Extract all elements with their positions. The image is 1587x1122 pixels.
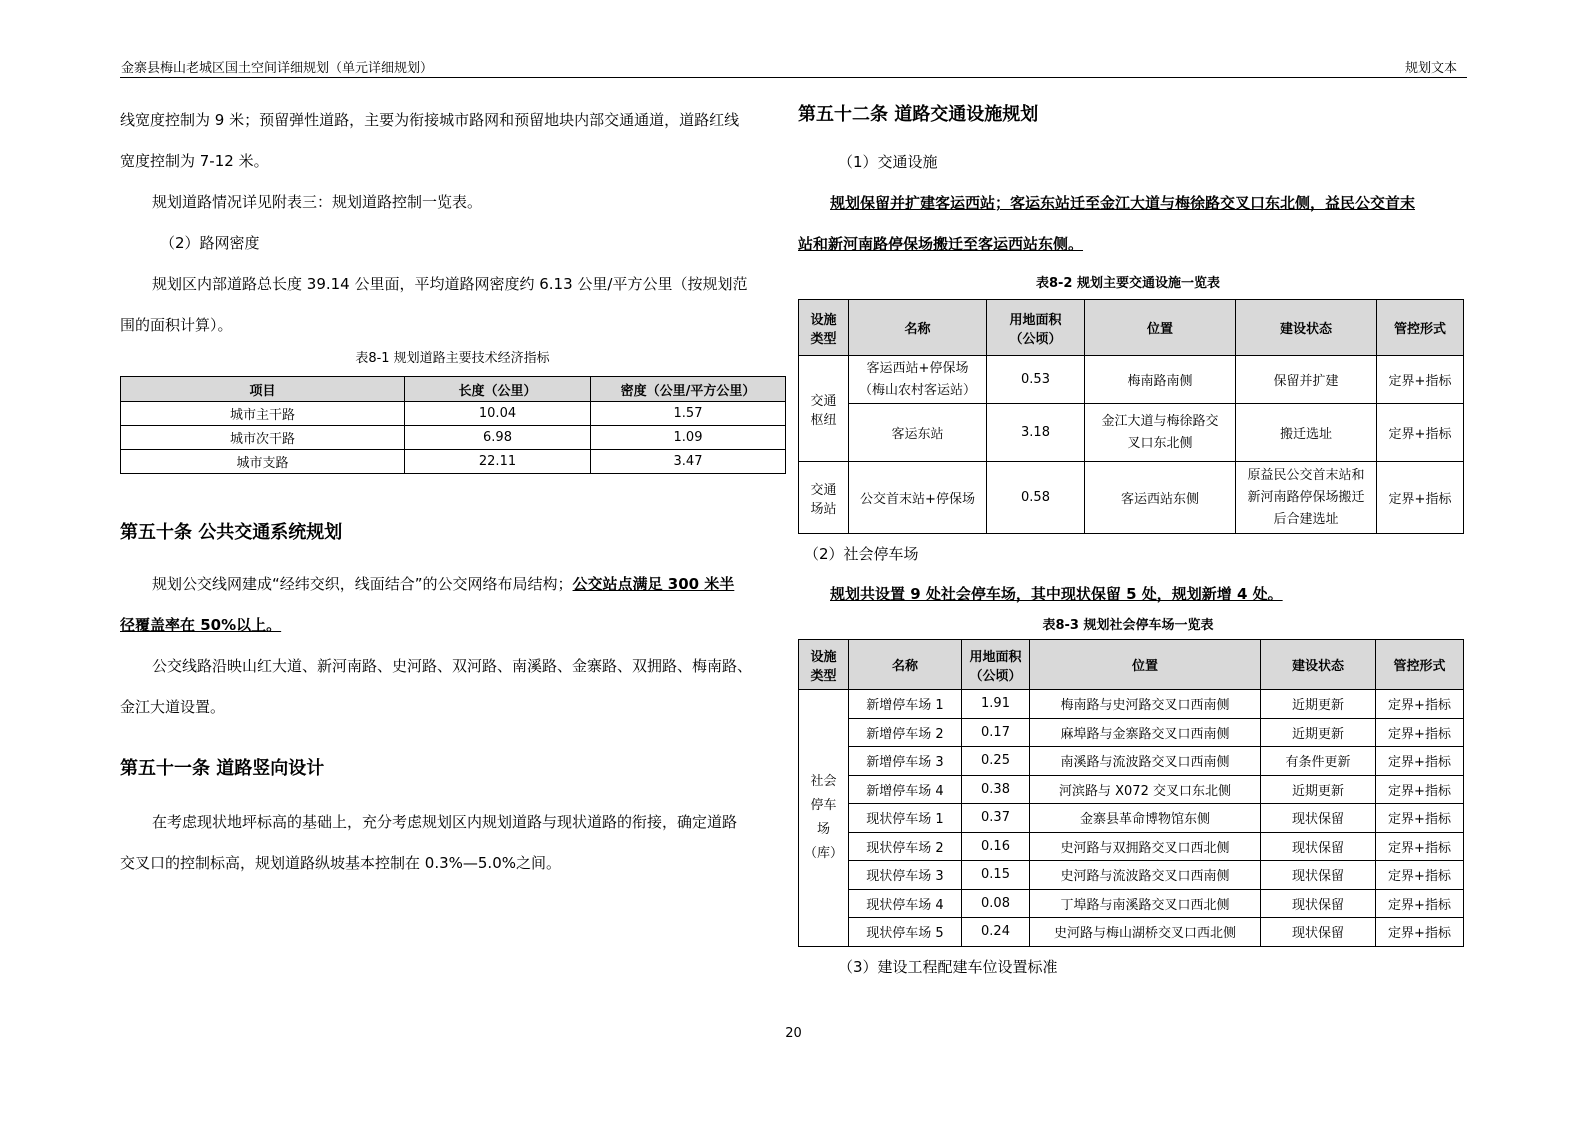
table-cell: 定界+指标 — [1377, 356, 1464, 404]
table-cell: 新增停车场 1 — [849, 690, 962, 719]
subheading: （2）路网密度 — [160, 234, 260, 252]
table-cell: 定界+指标 — [1376, 690, 1464, 719]
table-header: 管控形式 — [1377, 300, 1464, 356]
table-cell: 定界+指标 — [1376, 889, 1464, 918]
table-cell: 定界+指标 — [1376, 747, 1464, 776]
table-cell: 近期更新 — [1261, 775, 1376, 804]
table-cell: 客运西站+停保场 （梅山农村客运站） — [849, 356, 987, 404]
table-cell: 新增停车场 3 — [849, 747, 962, 776]
table-cell: 定界+指标 — [1377, 404, 1464, 462]
table-cell: 定界+指标 — [1376, 832, 1464, 861]
table-cell: 0.24 — [962, 918, 1030, 947]
table-row — [799, 832, 1464, 861]
table-header: 设施 类型 — [799, 300, 849, 356]
table-cell: 现状保留 — [1261, 804, 1376, 833]
paragraph: 公交线路沿映山红大道、新河南路、史河路、双河路、南溪路、金寨路、双拥路、梅南路、 — [152, 657, 753, 675]
section-heading-52: 第五十二条 道路交通设施规划 — [798, 104, 1039, 125]
table-cell: 原益民公交首末站和 新河南路停保场搬迁 后合建选址 — [1236, 462, 1377, 534]
header-doc-type: 规划文本 — [1404, 61, 1457, 76]
table-row — [121, 450, 786, 474]
table-cell: 南溪路与流波路交叉口西南侧 — [1030, 747, 1261, 776]
section-heading-50: 第五十条 公共交通系统规划 — [120, 522, 343, 543]
table-row — [799, 918, 1464, 947]
table-cell: 0.37 — [962, 804, 1030, 833]
table-cell: 现状停车场 4 — [849, 889, 962, 918]
table-cell: 0.25 — [962, 747, 1030, 776]
section-heading-51: 第五十一条 道路竖向设计 — [120, 758, 325, 779]
table-cell: 社会 停车 场 （库） — [799, 690, 849, 947]
transport-facility-table — [798, 299, 1464, 534]
table-cell: 0.08 — [962, 889, 1030, 918]
table-cell: 金寨县革命博物馆东侧 — [1030, 804, 1261, 833]
table-header: 管控形式 — [1376, 640, 1464, 690]
table-cell: 客运西站东侧 — [1085, 462, 1236, 534]
table-cell: 搬迁选址 — [1236, 404, 1377, 462]
table-cell: 0.38 — [962, 775, 1030, 804]
subheading: （2）社会停车场 — [804, 545, 919, 563]
table-row — [121, 426, 786, 450]
table-row — [799, 775, 1464, 804]
subheading: （1）交通设施 — [838, 153, 938, 171]
subheading: （3）建设工程配建车位设置标准 — [838, 957, 1058, 976]
table-cell: 客运东站 — [849, 404, 987, 462]
table-cell: 定界+指标 — [1376, 918, 1464, 947]
table-cell: 1.09 — [591, 426, 786, 450]
table-row — [799, 690, 1464, 719]
table-cell: 现状停车场 2 — [849, 832, 962, 861]
table-cell: 定界+指标 — [1376, 861, 1464, 890]
table-row — [799, 718, 1464, 747]
table-row — [121, 402, 786, 426]
table-cell: 0.58 — [987, 462, 1085, 534]
paragraph: 交叉口的控制标高，规划道路纵坡基本控制在 0.3%—5.0%之间。 — [120, 854, 561, 872]
table-cell: 梅南路与史河路交叉口西南侧 — [1030, 690, 1261, 719]
table-cell: 现状停车场 5 — [849, 918, 962, 947]
header-rule — [120, 77, 1467, 78]
paragraph-emphasis: 站和新河南路停保场搬迁至客运西站东侧。 — [798, 235, 1084, 253]
paragraph: 规划公交线网建成“经纬交织，线面结合”的公交网络布局结构；公交站点满足 300 米半 — [152, 575, 735, 593]
table-cell: 1.91 — [962, 690, 1030, 719]
table-cell: 3.18 — [987, 404, 1085, 462]
table-cell: 麻埠路与金寨路交叉口西南侧 — [1030, 718, 1261, 747]
table-header: 用地面积 （公顷） — [987, 300, 1085, 356]
table-cell: 0.15 — [962, 861, 1030, 890]
table-cell: 史河路与双拥路交叉口西北侧 — [1030, 832, 1261, 861]
table-cell: 现状保留 — [1261, 861, 1376, 890]
paragraph-emphasis: 规划共设置 9 处社会停车场，其中现状保留 5 处，规划新增 4 处。 — [830, 585, 1283, 603]
table-cell: 定界+指标 — [1376, 804, 1464, 833]
table-cell: 梅南路南侧 — [1085, 356, 1236, 404]
table-cell: 现状保留 — [1261, 918, 1376, 947]
table-cell: 城市支路 — [121, 450, 405, 474]
paragraph-emphasis: 径覆盖率在 50%以上。 — [120, 616, 282, 634]
table-cell: 城市主干路 — [121, 402, 405, 426]
paragraph: 线宽度控制为 9 米；预留弹性道路，主要为衔接城市路网和预留地块内部交通通道，道路红线 — [120, 111, 740, 129]
table-cell: 史河路与梅山湖桥交叉口西北侧 — [1030, 918, 1261, 947]
table-cell: 城市次干路 — [121, 426, 405, 450]
table-cell: 定界+指标 — [1376, 775, 1464, 804]
table-row — [799, 889, 1464, 918]
table-cell: 金江大道与梅徐路交 叉口东北侧 — [1085, 404, 1236, 462]
table-header: 项目 — [121, 377, 405, 402]
paragraph: 围的面积计算）。 — [120, 316, 233, 334]
table-cell: 6.98 — [405, 426, 591, 450]
table-caption: 表8-2 规划主要交通设施一览表 — [1035, 276, 1220, 291]
table-header: 位置 — [1030, 640, 1261, 690]
table-cell: 现状停车场 1 — [849, 804, 962, 833]
table-header: 密度（公里/平方公里） — [591, 377, 786, 402]
table-cell: 现状保留 — [1261, 889, 1376, 918]
table-row — [799, 462, 1464, 534]
table-cell: 3.47 — [591, 450, 786, 474]
table-cell: 1.57 — [591, 402, 786, 426]
header-title: 金寨县梅山老城区国土空间详细规划（单元详细规划） — [121, 61, 434, 76]
table-cell: 现状保留 — [1261, 832, 1376, 861]
table-header: 名称 — [849, 640, 962, 690]
table-cell: 近期更新 — [1261, 690, 1376, 719]
table-cell: 丁埠路与南溪路交叉口西北侧 — [1030, 889, 1261, 918]
table-cell: 公交首末站+停保场 — [849, 462, 987, 534]
table-header: 名称 — [849, 300, 987, 356]
left-column — [120, 100, 785, 884]
table-row — [799, 404, 1464, 462]
table-cell: 交通 枢纽 — [799, 356, 849, 462]
table-cell: 保留并扩建 — [1236, 356, 1377, 404]
table-cell: 0.53 — [987, 356, 1085, 404]
page-number: 20 — [785, 1026, 802, 1041]
table-cell: 史河路与流波路交叉口西南侧 — [1030, 861, 1261, 890]
table-row — [799, 861, 1464, 890]
table-header: 建设状态 — [1261, 640, 1376, 690]
table-cell: 22.11 — [405, 450, 591, 474]
table-cell: 新增停车场 2 — [849, 718, 962, 747]
table-header: 位置 — [1085, 300, 1236, 356]
table-header: 建设状态 — [1236, 300, 1377, 356]
table-caption: 表8-1 规划道路主要技术经济指标 — [355, 351, 550, 366]
table-cell: 10.04 — [405, 402, 591, 426]
paragraph: 在考虑现状地坪标高的基础上，充分考虑规划区内规划道路与现状道路的衔接，确定道路 — [152, 813, 738, 831]
table-cell: 河滨路与 X072 交叉口东北侧 — [1030, 775, 1261, 804]
table-cell: 0.16 — [962, 832, 1030, 861]
table-cell: 近期更新 — [1261, 718, 1376, 747]
table-cell: 现状停车场 3 — [849, 861, 962, 890]
table-caption: 表8-3 规划社会停车场一览表 — [1042, 618, 1214, 633]
table-cell: 交通 场站 — [799, 462, 849, 534]
table-row — [799, 356, 1464, 404]
paragraph: 规划区内部道路总长度 39.14 公里面，平均道路网密度约 6.13 公里/平方公里（按规划范 — [152, 275, 748, 293]
table-cell: 定界+指标 — [1376, 718, 1464, 747]
right-column — [798, 100, 1458, 987]
paragraph: 金江大道设置。 — [120, 698, 226, 716]
paragraph: 规划道路情况详见附表三：规划道路控制一览表。 — [152, 193, 483, 211]
table-header: 设施 类型 — [799, 640, 849, 690]
parking-table — [798, 639, 1464, 947]
table-header: 长度（公里） — [405, 377, 591, 402]
table-cell: 定界+指标 — [1377, 462, 1464, 534]
table-cell: 新增停车场 4 — [849, 775, 962, 804]
table-cell: 0.17 — [962, 718, 1030, 747]
road-indicator-table — [120, 376, 786, 474]
table-row — [799, 747, 1464, 776]
paragraph-emphasis: 规划保留并扩建客运西站；客运东站迁至金江大道与梅徐路交叉口东北侧，益民公交首末 — [830, 194, 1416, 212]
table-row — [799, 804, 1464, 833]
table-header: 用地面积 （公顷） — [962, 640, 1030, 690]
paragraph: 宽度控制为 7-12 米。 — [120, 152, 269, 170]
table-cell: 有条件更新 — [1261, 747, 1376, 776]
